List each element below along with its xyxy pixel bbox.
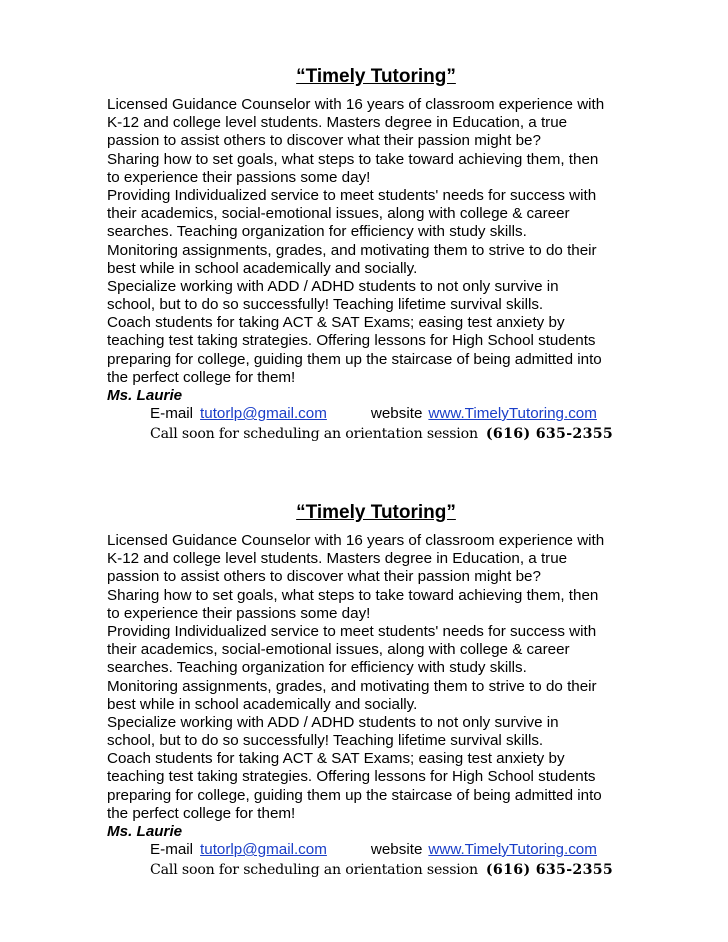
body-line: their academics, social-emotional issues, along with college & career — [107, 641, 570, 659]
body-line: Sharing how to set goals, what steps to take toward achieving them, then — [107, 150, 599, 168]
body-line: Providing Individualized service to meet students' needs for success with — [107, 622, 597, 640]
body-line: to experience their passions some day! — [107, 604, 371, 622]
body-line: best while in school academically and socially. — [107, 695, 418, 713]
email-link[interactable]: tutorlp@gmail.com — [200, 841, 327, 858]
website-link[interactable]: www.TimelyTutoring.com — [428, 405, 597, 422]
body-line: their academics, social-emotional issues, along with college & career — [107, 205, 570, 223]
email-link[interactable]: tutorlp@gmail.com — [200, 405, 327, 422]
body-line: teaching test taking strategies. Offering lessons for High School students — [107, 332, 596, 350]
body-line: Specialize working with ADD / ADHD students to not only survive in — [107, 277, 559, 295]
body-line: Specialize working with ADD / ADHD students to not only survive in — [107, 713, 559, 731]
body-line: school, but to do so successfully! Teaching lifetime survival skills. — [107, 732, 544, 750]
signature: Ms. Laurie — [107, 387, 183, 404]
body-line: passion to assist others to discover what their passion might be? — [107, 568, 541, 586]
body-line: Sharing how to set goals, what steps to take toward achieving them, then — [107, 586, 599, 604]
body-line: Monitoring assignments, grades, and motivating them to strive to do their — [107, 241, 597, 259]
phone-number: (616) 635-2355 — [485, 862, 614, 878]
phone-number: (616) 635-2355 — [485, 426, 614, 442]
body-line: Coach students for taking ACT & SAT Exams; easing test anxiety by — [107, 750, 565, 768]
flyer-top — [107, 63, 627, 444]
flyer-body — [107, 532, 627, 823]
body-line: K-12 and college level students. Masters degree in Education, a true — [107, 550, 568, 568]
call-text: Call soon for scheduling an orientation session — [150, 426, 478, 442]
body-line: school, but to do so successfully! Teaching lifetime survival skills. — [107, 296, 544, 314]
body-line: best while in school academically and socially. — [107, 259, 418, 277]
call-text: Call soon for scheduling an orientation session — [150, 862, 478, 878]
signature: Ms. Laurie — [107, 823, 183, 840]
email-label: E-mail — [150, 405, 194, 422]
body-line: teaching test taking strategies. Offering lessons for High School students — [107, 768, 596, 786]
body-line: Coach students for taking ACT & SAT Exams; easing test anxiety by — [107, 314, 565, 332]
body-line: K-12 and college level students. Masters degree in Education, a true — [107, 114, 568, 132]
call-line — [107, 424, 627, 444]
body-line: Providing Individualized service to meet students' needs for success with — [107, 186, 597, 204]
website-label: website — [370, 841, 423, 858]
flyer-bottom — [107, 499, 627, 880]
flyer-title: “Timely Tutoring” — [296, 502, 456, 523]
body-line: preparing for college, guiding them up the staircase of being admitted into — [107, 350, 602, 368]
flyer-body — [107, 96, 627, 387]
call-line — [107, 860, 627, 880]
website-label: website — [370, 405, 423, 422]
body-line: preparing for college, guiding them up the staircase of being admitted into — [107, 786, 602, 804]
contact-line — [107, 405, 627, 424]
body-line: the perfect college for them! — [107, 804, 296, 822]
website-link[interactable]: www.TimelyTutoring.com — [428, 841, 597, 858]
body-line: Licensed Guidance Counselor with 16 years of classroom experience with — [107, 532, 605, 549]
body-line: the perfect college for them! — [107, 368, 296, 386]
body-line: passion to assist others to discover what their passion might be? — [107, 132, 541, 150]
body-line: searches. Teaching organization for efficiency with study skills. — [107, 223, 527, 241]
body-line: searches. Teaching organization for efficiency with study skills. — [107, 659, 527, 677]
body-line: Licensed Guidance Counselor with 16 years of classroom experience with — [107, 96, 605, 113]
body-line: Monitoring assignments, grades, and motivating them to strive to do their — [107, 677, 597, 695]
email-label: E-mail — [150, 841, 194, 858]
flyer-title: “Timely Tutoring” — [296, 66, 456, 87]
contact-line — [107, 841, 627, 860]
body-line: to experience their passions some day! — [107, 168, 371, 186]
